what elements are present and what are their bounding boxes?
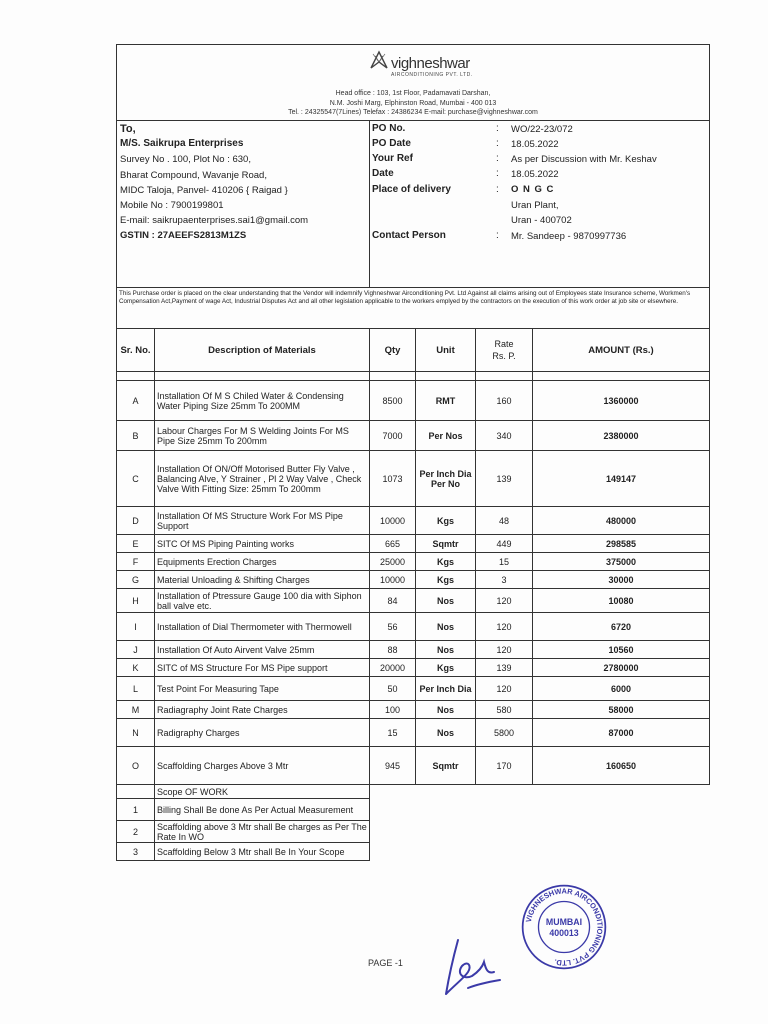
delivery-value-3: Uran - 400702 [511,215,572,226]
row-rate: 139 [476,451,533,507]
vendor-addr-2: Bharat Compound, Wavanje Road, [120,170,267,181]
table-row [117,719,710,747]
items-body [117,372,710,861]
row-amount: 10080 [533,589,710,613]
scope-row [117,799,710,821]
row-amount: 10560 [533,641,710,659]
row-description: Installation Of Auto Airvent Valve 25mm [155,641,370,659]
col-rate-line2: Rs. P. [492,351,516,361]
row-amount: 87000 [533,719,710,747]
row-sr: H [117,589,155,613]
row-amount: 375000 [533,553,710,571]
contact-colon: : [496,230,499,241]
po-date-colon: : [496,138,499,149]
po-details [370,121,709,287]
date-value: 18.05.2022 [511,169,559,180]
table-row [117,677,710,701]
row-sr: A [117,381,155,421]
scope-blank [370,785,710,799]
row-qty: 7000 [370,421,416,451]
scope-description: Scaffolding above 3 Mtr shall Be charges as Per The Rate In WO [155,821,370,843]
row-unit: Sqmtr [416,535,476,553]
row-amount: 30000 [533,571,710,589]
row-unit: Per Inch Dia Per No [416,451,476,507]
row-amount: 160650 [533,747,710,785]
row-rate: 15 [476,553,533,571]
row-sr: I [117,613,155,641]
row-rate: 120 [476,589,533,613]
row-description: Material Unloading & Shifting Charges [155,571,370,589]
row-qty: 10000 [370,571,416,589]
row-qty: 1073 [370,451,416,507]
stamp-pin: 400013 [549,927,579,938]
row-sr: F [117,553,155,571]
your-ref-colon: : [496,153,499,164]
table-row [117,589,710,613]
row-amount: 1360000 [533,381,710,421]
row-unit: Nos [416,641,476,659]
order-info-block [116,120,710,288]
company-address [117,89,709,118]
row-amount: 2780000 [533,659,710,677]
logo-name: vighneshwar [391,55,470,72]
row-rate: 170 [476,747,533,785]
table-row [117,613,710,641]
table-row [117,641,710,659]
row-sr: G [117,571,155,589]
indemnity-note [116,286,710,329]
contact-label: Contact Person [372,230,446,241]
row-qty: 665 [370,535,416,553]
row-description: Installation Of ON/Off Motorised Butter Fly Valve , Balancing Alve, Y Strainer , Pl 2 Way Valve , Check Valve With Fitting Size: 25mm To 200mm [155,451,370,507]
row-description: Installation of Dial Thermometer with Thermowell [155,613,370,641]
row-sr: D [117,507,155,535]
po-no-label: PO No. [372,123,406,134]
row-rate: 120 [476,641,533,659]
date-colon: : [496,168,499,179]
table-row [117,659,710,677]
row-qty: 10000 [370,507,416,535]
row-sr: B [117,421,155,451]
row-sr: N [117,719,155,747]
stamp-ring-path: VIGHNESHWAR AIRCONDITIONING PVT. LTD. [523,886,605,968]
row-description: Radigraphy Charges [155,719,370,747]
row-unit: Kgs [416,659,476,677]
row-description: SITC of MS Structure For MS Pipe support [155,659,370,677]
row-description: Installation of Ptressure Gauge 100 dia with Siphon ball valve etc. [155,589,370,613]
row-unit: Kgs [416,571,476,589]
table-row [117,571,710,589]
table-row [117,701,710,719]
row-description: Scaffolding Charges Above 3 Mtr [155,747,370,785]
col-sr: Sr. No. [117,329,155,372]
scope-row [117,843,710,861]
row-sr: K [117,659,155,677]
scope-title-row [117,785,710,799]
your-ref-value: As per Discussion with Mr. Keshav [511,154,657,165]
logo-subtitle: AIRCONDITIONING PVT. LTD. [391,72,473,78]
row-rate: 48 [476,507,533,535]
row-rate: 580 [476,701,533,719]
scope-sr-empty [117,785,155,799]
row-sr: O [117,747,155,785]
row-description: Installation Of MS Structure Work For MS Pipe Support [155,507,370,535]
row-qty: 20000 [370,659,416,677]
logo-mark-icon [367,50,391,74]
delivery-label: Place of delivery [372,184,451,195]
row-description: Installation Of M S Chiled Water & Condensing Water Piping Size 25mm To 200MM [155,381,370,421]
row-amount: 149147 [533,451,710,507]
row-amount: 6000 [533,677,710,701]
row-rate: 139 [476,659,533,677]
po-no-colon: : [496,123,499,134]
row-amount: 298585 [533,535,710,553]
table-row [117,747,710,785]
delivery-colon: : [496,184,499,195]
scope-sr: 3 [117,843,155,861]
col-desc: Description of Materials [155,329,370,372]
page-number: PAGE -1 [368,958,403,968]
row-qty: 56 [370,613,416,641]
row-description: Labour Charges For M S Welding Joints For MS Pipe Size 25mm To 200mm [155,421,370,451]
your-ref-label: Your Ref [372,153,413,164]
table-row [117,421,710,451]
row-amount: 58000 [533,701,710,719]
vendor-email: E-mail: saikrupaenterprises.sai1@gmail.com [120,215,309,226]
row-unit: Nos [416,719,476,747]
row-unit: Sqmtr [416,747,476,785]
row-unit: RMT [416,381,476,421]
row-unit: Kgs [416,553,476,571]
table-row [117,553,710,571]
row-rate: 120 [476,677,533,701]
row-sr: E [117,535,155,553]
row-qty: 50 [370,677,416,701]
to-label: To, [120,123,136,135]
scope-blank [370,843,710,861]
row-unit: Kgs [416,507,476,535]
table-row [117,381,710,421]
row-qty: 8500 [370,381,416,421]
table-row [117,507,710,535]
vendor-addr-1: Survey No . 100, Plot No : 630, [120,154,251,165]
vendor-addr-3: MIDC Taloja, Panvel- 410206 { Raigad } [120,185,288,196]
row-description: SITC Of MS Piping Painting works [155,535,370,553]
table-row [117,451,710,507]
signature-icon [438,932,508,1002]
scope-description: Scaffolding Below 3 Mtr shall Be In Your Scope [155,843,370,861]
letterhead [116,44,710,121]
row-amount: 2380000 [533,421,710,451]
scope-sr: 1 [117,799,155,821]
company-logo [367,50,487,80]
row-rate: 5800 [476,719,533,747]
indemnity-text: This Purchase order is placed on the clear understanding that the Vendor will indemnify Vighneshwar Airconditioning Pvt. Ltd Against all claims arising out of Employees state Insurance scheme, Workmen's Compensation Act,Payment of wage Act, Industrial Disputes Act and all other legislation applicable to the workers emplyed by the contractors on the execution of this work order at job site or elsewhere. [119,290,691,305]
row-amount: 480000 [533,507,710,535]
row-unit: Nos [416,613,476,641]
row-qty: 88 [370,641,416,659]
row-unit: Nos [416,701,476,719]
row-qty: 100 [370,701,416,719]
vendor-name: M/S. Saikrupa Enterprises [120,138,244,149]
row-description: Test Point For Measuring Tape [155,677,370,701]
contact-value: Mr. Sandeep - 9870997736 [511,231,627,242]
row-unit: Per Inch Dia [416,677,476,701]
row-rate: 120 [476,613,533,641]
delivery-value-2: Uran Plant, [511,200,559,211]
scope-blank [370,799,710,821]
col-amount: AMOUNT (Rs.) [533,329,710,372]
row-qty: 945 [370,747,416,785]
row-unit: Per Nos [416,421,476,451]
stamp-city: MUMBAI [545,917,583,928]
spacer-row [117,372,710,381]
delivery-value-1: O N G C [511,184,555,195]
row-rate: 449 [476,535,533,553]
scope-row [117,821,710,843]
row-unit: Nos [416,589,476,613]
scope-title: Scope OF WORK [155,785,370,799]
row-rate: 3 [476,571,533,589]
row-description: Radiagraphy Joint Rate Charges [155,701,370,719]
row-rate: 160 [476,381,533,421]
row-qty: 15 [370,719,416,747]
row-rate: 340 [476,421,533,451]
address-line-1: Head office : 103, 1st Floor, Padamavati Darshan, [335,90,491,97]
col-unit: Unit [416,329,476,372]
address-line-3: Tel. : 24325547(7Lines) Telefax : 24386234 E-mail: purchase@vighneshwar.com [288,109,538,116]
col-rate [476,329,533,372]
scope-sr: 2 [117,821,155,843]
po-date-label: PO Date [372,138,411,149]
vendor-mobile: Mobile No : 7900199801 [120,200,224,211]
row-sr: C [117,451,155,507]
company-stamp [520,883,608,971]
row-qty: 84 [370,589,416,613]
items-table [116,328,710,861]
address-line-2: N.M. Joshi Marg, Elphinston Road, Mumbai - 400 013 [329,99,497,107]
row-sr: M [117,701,155,719]
col-qty: Qty [370,329,416,372]
date-label: Date [372,168,394,179]
scope-description: Billing Shall Be done As Per Actual Measurement [155,799,370,821]
row-amount: 6720 [533,613,710,641]
row-description: Equipments Erection Charges [155,553,370,571]
table-header-row [117,329,710,372]
vendor-address [117,121,370,287]
po-no-value: WO/22-23/072 [511,124,573,135]
po-date-value: 18.05.2022 [511,139,559,150]
row-sr: L [117,677,155,701]
row-sr: J [117,641,155,659]
table-row [117,535,710,553]
scope-blank [370,821,710,843]
row-qty: 25000 [370,553,416,571]
vendor-gstin: GSTIN : 27AEEFS2813M1ZS [120,230,247,241]
col-rate-line1: Rate [494,339,514,349]
